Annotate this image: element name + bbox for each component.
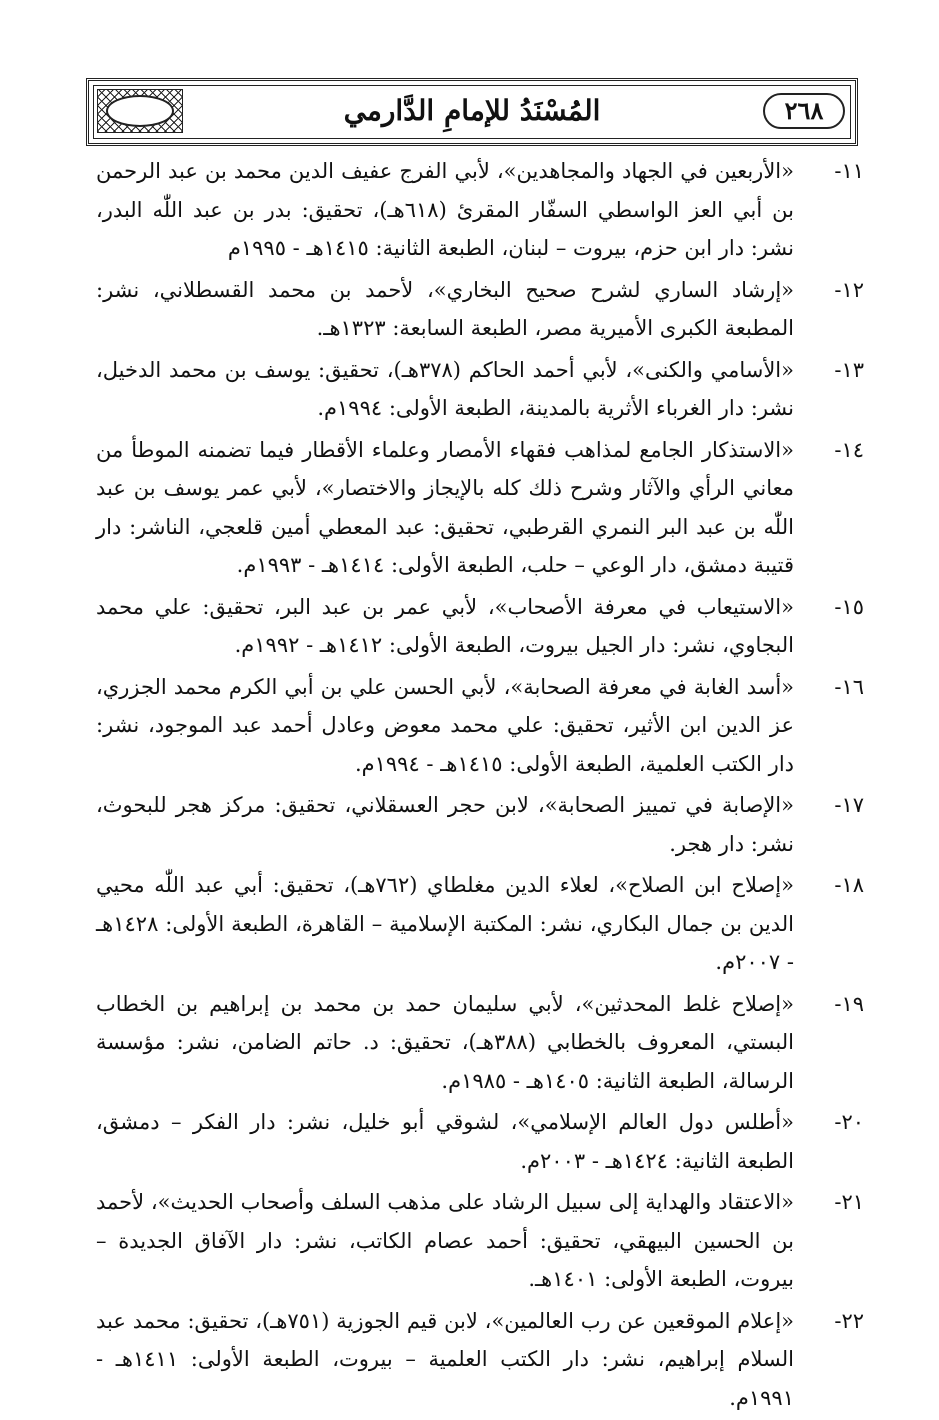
entry-text: «الأسامي والكنى»، لأبي أحمد الحاكم (٣٧٨هـ)، تحقيق: يوسف بن محمد الدخيل، نشر: دار الغرباء الأثرية بالمدينة، الطبعة الأولى: ١٩٩٤م. [96, 357, 794, 420]
entry-number: ٢٠- [834, 1110, 864, 1134]
entry-text: «إصلاح ابن الصلاح»، لعلاء الدين مغلطاي (٧٦٢هـ)، تحقيق: أبي عبد اللّٰه محيي الدين بن جمال البكاري، نشر: المكتبة الإسلامية – القاهرة، الطبعة الأولى: ١٤٢٨هـ - ٢٠٠٧م. [96, 873, 794, 974]
entry-text: «الأربعين في الجهاد والمجاهدين»، لأبي الفرج عفيف الدين محمد بن عبد الرحمن بن أبي العز الواسطي السفّار المقرئ (٦١٨هـ)، تحقيق: بدر بن عبد اللّٰه البدر، نشر: دار ابن حزم، بيروت – لبنان، الطبعة الثانية: ١٤١٥هـ - ١٩٩٥م [96, 159, 794, 260]
entry-text: «الاستيعاب في معرفة الأصحاب»، لأبي عمر بن عبد البر، تحقيق: علي محمد البجاوي، نشر: دار الجيل بيروت، الطبعة الأولى: ١٤١٢هـ - ١٩٩٢م. [96, 594, 794, 657]
entry-text: «إرشاد الساري لشرح صحيح البخاري»، لأحمد بن محمد القسطلاني، نشر: المطبعة الكبرى الأميرية مصر، الطبعة السابعة: ١٣٢٣هـ. [96, 277, 794, 340]
entry-number: ٢١- [834, 1190, 864, 1214]
bibliography-entry [96, 152, 864, 268]
bibliography-entry [96, 1302, 864, 1418]
medallion-left-icon [106, 95, 174, 127]
entry-text: «أسد الغابة في معرفة الصحابة»، لأبي الحسن علي بن أبي الكرم محمد الجزري، عز الدين ابن الأثير، تحقيق: علي محمد معوض وعادل أحمد عبد الموجود، نشر: دار الكتب العلمية، الطبعة الأولى: ١٤١٥هـ - ١٩٩٤م. [96, 674, 794, 776]
entry-number: ١٦- [834, 674, 864, 699]
entry-text: «أطلس دول العالم الإسلامي»، لشوقي أبو خليل، نشر: دار الفكر – دمشق، الطبعة الثانية: ١٤٢٤هـ - ٢٠٠٣م. [96, 1110, 794, 1173]
entry-number: ٢٢- [834, 1308, 864, 1333]
entry-number: ١٣- [834, 357, 864, 382]
entry-number: ١٤- [834, 437, 864, 462]
bibliography-entry [96, 271, 864, 348]
bibliography-entry [96, 431, 864, 585]
bibliography-entry [96, 588, 864, 665]
entry-number: ١٥- [834, 594, 864, 619]
entry-text: «إعلام الموقعين عن رب العالمين»، لابن قيم الجوزية (٧٥١هـ)، تحقيق: محمد عبد السلام إبراهيم، نشر: دار الكتب العلمية – بيروت، الطبعة الأولى: ١٤١١هـ - ١٩٩١م. [96, 1308, 795, 1410]
bibliography-list [96, 152, 864, 1420]
page-number: ٢٦٨ [763, 93, 845, 129]
bibliography-entry [96, 1103, 864, 1180]
entry-number: ١٨- [834, 873, 864, 897]
entry-text: «إصلاح غلط المحدثين»، لأبي سليمان حمد بن محمد بن إبراهيم بن الخطاب البستي، المعروف بالخطابي (٣٨٨هـ)، تحقيق: د. حاتم الضامن، نشر: مؤسسة الرسالة، الطبعة الثانية: ١٤٠٥هـ - ١٩٨٥م. [96, 991, 794, 1093]
running-title: المُسْنَدُ للإمامِ الدَّارمي [343, 94, 601, 127]
entry-number: ١٧- [834, 793, 864, 817]
bibliography-entry [96, 866, 864, 982]
bibliography-entry [96, 668, 864, 784]
running-header [86, 78, 858, 146]
entry-number: ١٢- [834, 277, 864, 302]
entry-number: ١١- [834, 159, 864, 183]
bibliography-entry [96, 1183, 864, 1299]
entry-number: ١٩- [834, 991, 864, 1016]
entry-text: «الاستذكار الجامع لمذاهب فقهاء الأمصار وعلماء الأقطار فيما تضمنه الموطأ من معاني الرأي والآثار وشرح ذلك كله بالإيجاز والاختصار»، لأبي عمر يوسف بن عبد اللّٰه بن عبد البر النمري القرطبي، تحقيق: عبد المعطي أمين قلعجي، الناشر: دار قتيبة دمشق، دار الوعي – حلب، الطبعة الأولى: ١٤١٤هـ - ١٩٩٣م. [96, 437, 794, 577]
ornament-left-icon [97, 89, 183, 133]
bibliography-entry [96, 351, 864, 428]
entry-text: «الاعتقاد والهداية إلى سبيل الرشاد على مذهب السلف وأصحاب الحديث»، لأحمد بن الحسين البيهقي، تحقيق: أحمد عصام الكاتب، نشر: دار الآفاق الجديدة – بيروت، الطبعة الأولى: ١٤٠١هـ. [96, 1190, 794, 1291]
bibliography-entry [96, 786, 864, 863]
entry-text: «الإصابة في تمييز الصحابة»، لابن حجر العسقلاني، تحقيق: مركز هجر للبحوث، نشر: دار هجر. [96, 793, 794, 856]
bibliography-entry [96, 985, 864, 1101]
